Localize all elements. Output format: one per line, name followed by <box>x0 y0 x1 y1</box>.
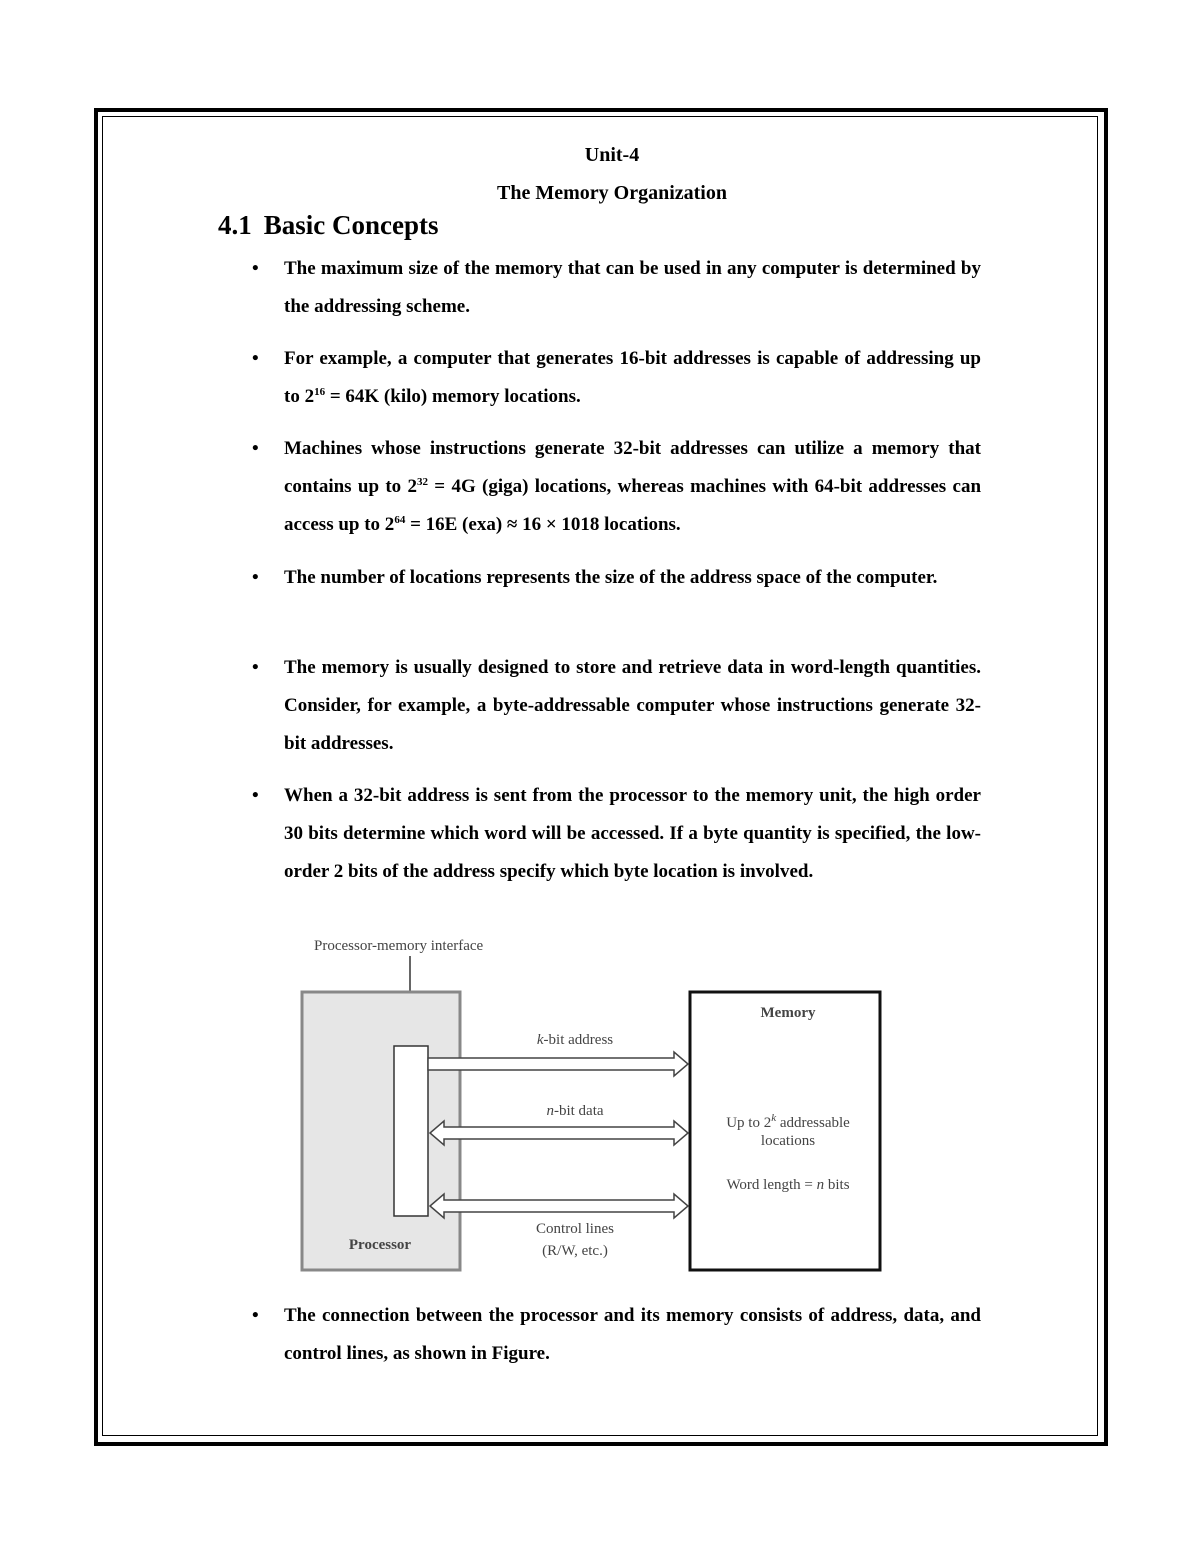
memory-locations-text: locations <box>760 1133 816 1149</box>
bullet-16bit-example <box>284 340 981 416</box>
memory-capacity-exponent: k <box>771 1112 777 1124</box>
address-text: -bit address <box>543 1032 614 1048</box>
processor-label: Processor <box>348 1237 412 1253</box>
section-heading <box>218 210 439 241</box>
data-bus-arrow <box>430 1121 688 1145</box>
section-number: 4.1 <box>218 210 252 240</box>
bullet-word-length: • The memory is usually designed to store and retrieve data in word-length quantities. Consider, for example, a byte-addressable computer whose instructions generate 32-bit addresses. <box>284 649 981 763</box>
address-bus-label <box>537 1032 613 1048</box>
bullet-text: Machines whose instructions generate 32-bit addresses can utilize a memory that contains up to 2 <box>284 438 981 497</box>
chapter-title: The Memory Organization <box>497 182 727 204</box>
data-bus-label <box>546 1103 603 1119</box>
bullet-address-scheme: • The maximum size of the memory that can be used in any computer is determined by the addressing scheme. <box>284 250 981 326</box>
data-var: n <box>546 1103 554 1119</box>
control-lines-sublabel: (R/W, etc.) <box>542 1243 608 1259</box>
processor-memory-diagram <box>290 930 900 1280</box>
bullet-text: = 16E (exa) ≈ 16 × 1018 locations. <box>405 514 681 535</box>
exponent: 32 <box>416 476 428 488</box>
control-bus-arrow <box>430 1194 688 1218</box>
unit-title: Unit-4 <box>584 144 640 166</box>
bullet-text: = 64K (kilo) memory locations. <box>325 386 581 407</box>
section-title: Basic Concepts <box>263 210 439 240</box>
bullet-text: = 4G (giga) locations, whereas machines with 64-bit addresses can access up to 2 <box>284 476 982 535</box>
memory-capacity-text-end: addressable <box>776 1115 850 1131</box>
bullet-high-order-bits: • When a 32-bit address is sent from the processor to the memory unit, the high order 30 bits determine which word will be accessed. If a byte quantity is specified, the low-order 2 bits of the address specify which byte location is involved. <box>284 777 981 891</box>
address-var: k <box>536 1032 544 1048</box>
exponent: 16 <box>314 386 326 398</box>
memory-label: Memory <box>760 1005 816 1021</box>
bullet-text: For example, a computer that generates 16-bit addresses is capable of addressing up to 2 <box>284 348 981 407</box>
word-length-unit: bits <box>824 1177 850 1193</box>
address-bus-arrow <box>428 1052 688 1076</box>
word-length-var: n <box>816 1177 825 1193</box>
word-length-text: Word length = <box>726 1177 817 1193</box>
memory-capacity-text: Up to 2 <box>726 1115 772 1131</box>
bullet-connection: • The connection between the processor and its memory consists of address, data, and control lines, as shown in Figure. <box>284 1297 981 1373</box>
memory-capacity-line <box>726 1112 850 1131</box>
bullet-address-space: • The number of locations represents the size of the address space of the computer. <box>284 559 981 597</box>
bullet-32bit-64bit <box>284 430 981 544</box>
word-length-line <box>726 1177 849 1193</box>
exponent: 64 <box>394 514 406 526</box>
interface-label: Processor-memory interface <box>314 938 484 954</box>
interface-register <box>394 1046 428 1216</box>
data-text: -bit data <box>553 1103 604 1119</box>
control-lines-label: Control lines <box>536 1221 614 1237</box>
memory-box <box>690 992 880 1270</box>
